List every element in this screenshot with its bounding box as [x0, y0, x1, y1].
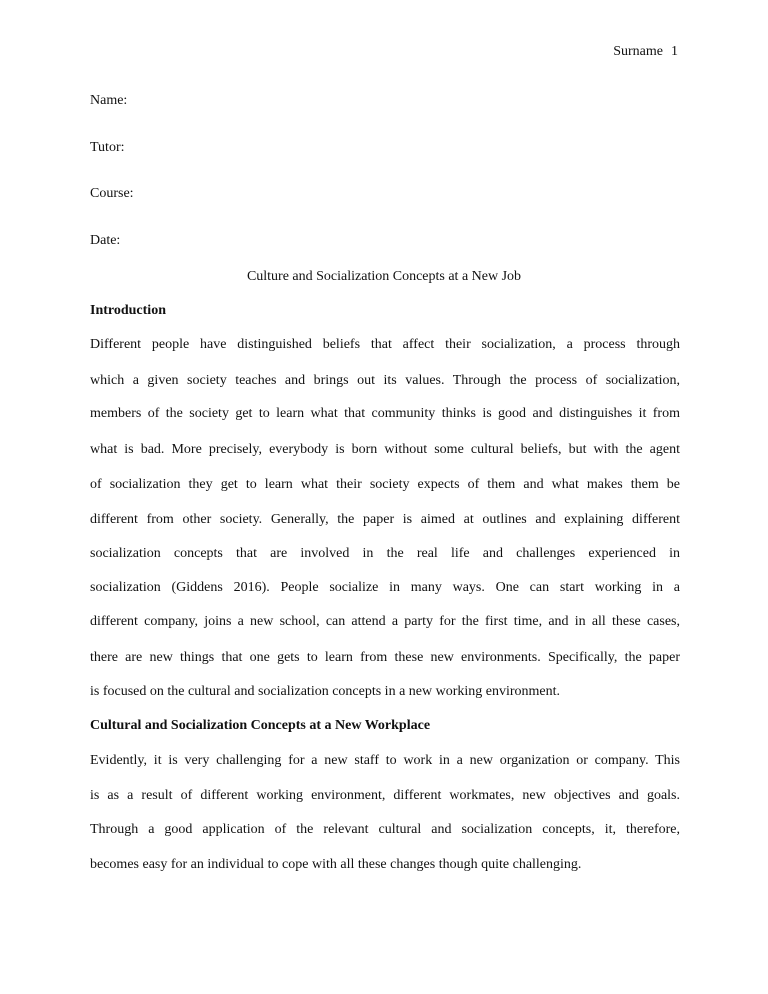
paragraph-line: which a given society teaches and brings out its values. Through the process of socialization, — [90, 373, 680, 388]
paragraph-line: members of the society get to learn what that community thinks is good and distinguishes it from — [90, 406, 680, 421]
name-field: Name: — [90, 93, 128, 108]
running-header — [613, 44, 678, 60]
paragraph-line: is as a result of different working environment, different workmates, new objectives and goals. — [90, 788, 680, 803]
paragraph-line: becomes easy for an individual to cope with all these changes though quite challenging. — [90, 857, 582, 872]
paragraph-line: Evidently, it is very challenging for a new staff to work in a new organization or company. This — [90, 753, 680, 768]
tutor-field: Tutor: — [90, 140, 125, 155]
paragraph-line: what is bad. More precisely, everybody is born without some cultural beliefs, but with the agent — [90, 442, 680, 457]
introduction-heading: Introduction — [90, 303, 166, 318]
page-number: 1 — [671, 44, 678, 59]
header-surname: Surname — [613, 44, 663, 59]
date-field: Date: — [90, 233, 121, 248]
paragraph-line: socialization (Giddens 2016). People socialize in many ways. One can start working in a — [90, 580, 680, 595]
paragraph-line: socialization concepts that are involved in the real life and challenges experienced in — [90, 546, 680, 561]
paragraph-line: is focused on the cultural and socialization concepts in a new working environment. — [90, 684, 561, 699]
paragraph-line: Different people have distinguished beliefs that affect their socialization, a process through — [90, 337, 680, 352]
paragraph-line: of socialization they get to learn what their society expects of them and what makes them be — [90, 477, 680, 492]
paragraph-line: Through a good application of the relevant cultural and socialization concepts, it, therefore, — [90, 822, 680, 837]
paragraph-line: different company, joins a new school, can attend a party for the first time, and in all these cases, — [90, 614, 680, 629]
document-title: Culture and Socialization Concepts at a New Job — [246, 269, 522, 284]
paragraph-line: different from other society. Generally, the paper is aimed at outlines and explaining different — [90, 512, 680, 527]
paragraph-line: there are new things that one gets to learn from these new environments. Specifically, the paper — [90, 650, 680, 665]
course-field: Course: — [90, 186, 134, 201]
workplace-heading: Cultural and Socialization Concepts at a New Workplace — [90, 718, 431, 733]
